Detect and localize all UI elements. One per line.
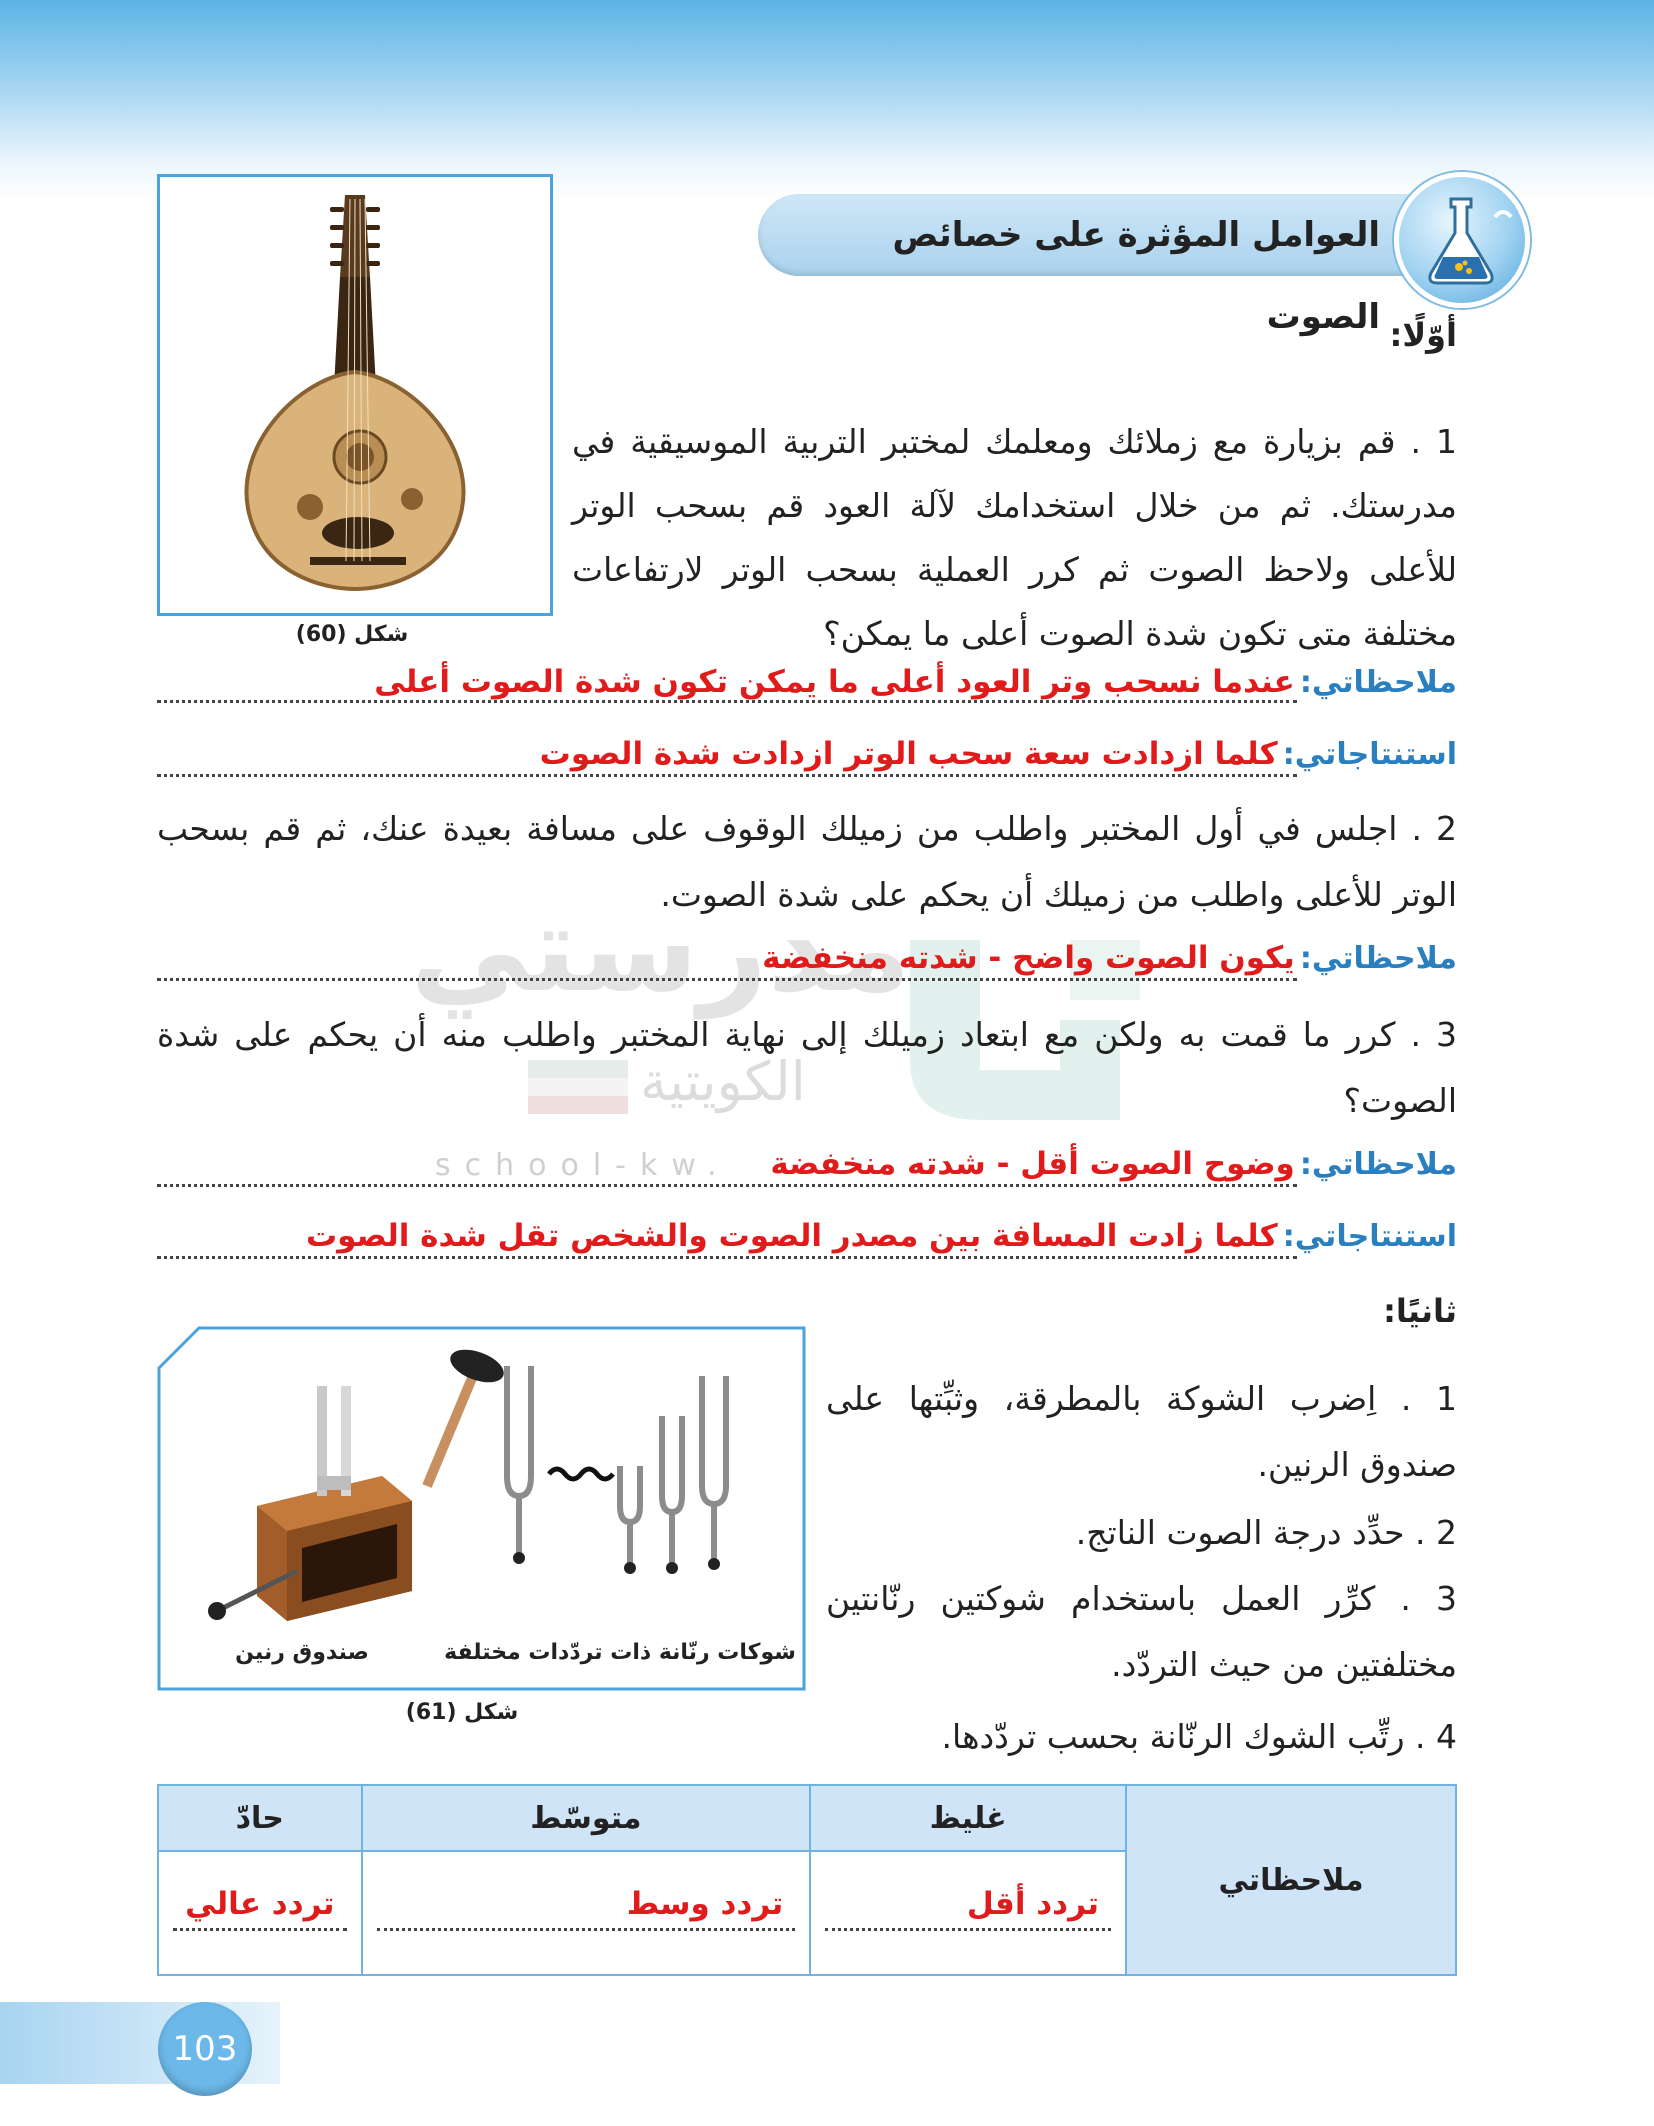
- figure-61-caption: شكل (61): [405, 1700, 519, 1725]
- table-row-label: ملاحظاتي: [1126, 1785, 1456, 1975]
- conc1-row: [157, 736, 1457, 788]
- table-header-low: غليظ: [810, 1785, 1126, 1851]
- figure-60-oud-image: [157, 174, 553, 616]
- table-header-row: [158, 1785, 1456, 1851]
- table-header-high: حادّ: [158, 1785, 362, 1851]
- obs3-dotted-line: [157, 1184, 1297, 1187]
- section2-item3: 3 . كرِّر العمل باستخدام شوكتين رنّانتين مختلفتين من حيث التردّد.: [826, 1579, 1457, 1684]
- resonance-box-icon: [208, 1386, 412, 1621]
- flask-icon: [1399, 177, 1525, 303]
- section2-heading: ثانيًا:: [1383, 1292, 1457, 1330]
- table-cell-high: [158, 1851, 362, 1975]
- figure-61-label-box: صندوق رنين: [235, 1640, 369, 1665]
- section2-item4: 4 . رتِّب الشوك الرنّانة بحسب تردّدها.: [941, 1717, 1457, 1756]
- conc3-label: استنتاجاتي:: [1282, 1219, 1457, 1254]
- obs3-label: ملاحظاتي:: [1299, 1147, 1457, 1182]
- observations-table: [157, 1784, 1457, 1976]
- hammer-icon: [427, 1343, 508, 1486]
- conc1-label: استنتاجاتي:: [1282, 737, 1457, 772]
- conc3-dotted-line: [157, 1256, 1297, 1259]
- section1-item1: 1 . قم بزيارة مع زملائك ومعلمك لمختبر التربية الموسيقية في مدرستك. ثم من خلال استخدامك لآلة العود قم بسحب الوتر للأعلى ولاحظ الصوت ثم كرر العملية بسحب الوتر لارتفاعات مختلفة متى تكون شدة الصوت أعلى ما يمكن؟: [572, 422, 1457, 653]
- obs2-label: ملاحظاتي:: [1299, 941, 1457, 976]
- figure-61-image: [157, 1326, 807, 1692]
- obs2-dotted-line: [157, 978, 1297, 981]
- obs1-answer: عندما نسحب وتر العود أعلى ما يمكن تكون شدة الصوت أعلى: [374, 664, 1295, 700]
- figure-60-caption: شكل (60): [295, 622, 409, 647]
- table-header-medium: متوسّط: [362, 1785, 811, 1851]
- page-number: 103: [158, 2002, 252, 2096]
- section1-item2: 2 . اجلس في أول المختبر واطلب من زميلك الوقوف على مسافة بعيدة عنك، ثم قم بسحب الوتر للأعلى واطلب من زميلك أن يحكم على شدة الصوت.: [157, 809, 1457, 914]
- table-cell-medium: [362, 1851, 811, 1975]
- section1-item3: 3 . كرر ما قمت به ولكن مع ابتعاد زميلك إلى نهاية المختبر واطلب منه أن يحكم على شدة الصوت؟: [157, 1015, 1457, 1120]
- obs3-answer: وضوح الصوت أقل - شدته منخفضة: [770, 1146, 1295, 1182]
- table-cell-low: [810, 1851, 1126, 1975]
- table-dotted-line: [825, 1928, 1111, 1931]
- flask-badge: [1394, 172, 1530, 308]
- watermark-subtext: الكويتية: [640, 1050, 806, 1113]
- obs1-label: ملاحظاتي:: [1299, 665, 1457, 700]
- obs2-answer: يكون الصوت واضح - شدته منخفضة: [762, 940, 1295, 976]
- table-answer-medium: تردد وسط: [626, 1886, 784, 1922]
- obs1-dotted-line: [157, 700, 1297, 703]
- conc3-answer: كلما زادت المسافة بين مصدر الصوت والشخص تقل شدة الصوت: [305, 1218, 1278, 1254]
- tuning-fork-set-icon: [157, 1326, 807, 1692]
- table-dotted-line: [173, 1928, 347, 1931]
- obs3-row: [157, 1146, 1457, 1198]
- section1-heading: أوّلًا:: [1389, 316, 1457, 354]
- section2-item2: 2 . حدِّد درجة الصوت الناتج.: [1075, 1513, 1457, 1552]
- obs1-row: [157, 664, 1457, 716]
- conc1-answer: كلما ازدادت سعة سحب الوتر ازدادت شدة الصوت: [539, 736, 1278, 772]
- table-answer-high: تردد عالي: [185, 1886, 335, 1922]
- top-gradient-band: [0, 0, 1654, 200]
- table-dotted-line: [377, 1928, 796, 1931]
- watermark-text: مدرستي: [410, 880, 912, 1019]
- section-title: العوامل المؤثرة على خصائص الصوت: [892, 215, 1380, 337]
- section2-item1: 1 . اِضرب الشوكة بالمطرقة، وثبِّتها على صندوق الرنين.: [826, 1379, 1457, 1484]
- figure-61-label-forks: شوكات رنّانة ذات تردّدات مختلفة: [444, 1640, 796, 1665]
- tuning-forks-icon: [507, 1366, 726, 1566]
- watermark-url: school-kw.: [435, 1148, 731, 1183]
- conc3-row: [157, 1218, 1457, 1270]
- obs2-row: [157, 940, 1457, 992]
- oud-icon: [160, 177, 550, 613]
- conc1-dotted-line: [157, 774, 1297, 777]
- table-answer-low: تردد أقل: [966, 1886, 1099, 1922]
